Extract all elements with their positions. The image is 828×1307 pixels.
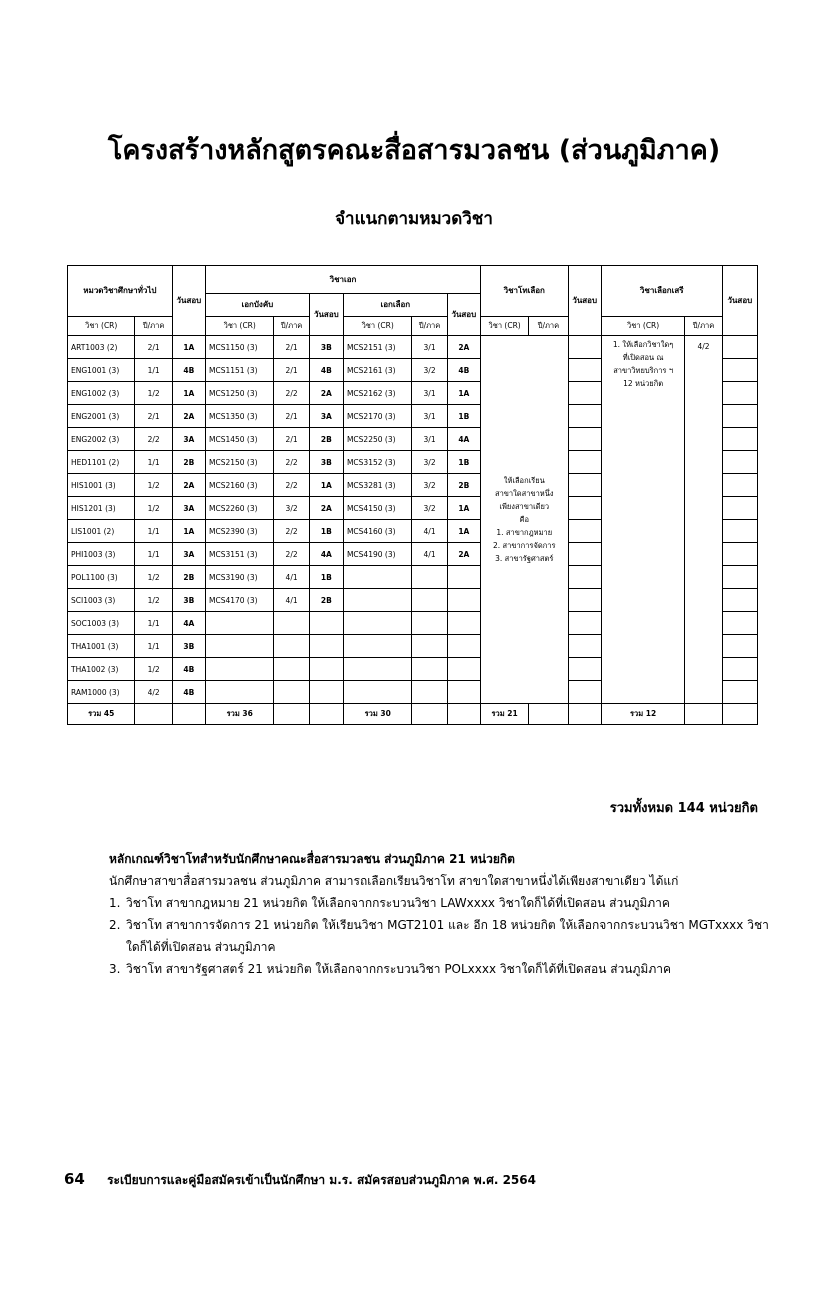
general-exam-day: 1A — [172, 336, 205, 359]
required-exam-day: 4B — [309, 359, 343, 382]
rules-item-text: วิชาโท สาขาการจัดการ 21 หน่วยกิต ให้เรียนวิชา MGT2101 และ อีก 18 หน่วยกิต ให้เลือกจากกระบวนวิชา MGTxxxx วิชาใดก็ได้ที่เปิดสอน ส่วนภูมิภาค — [126, 918, 769, 954]
total-general: รวม 45 — [68, 704, 135, 725]
general-term: 1/2 — [135, 382, 172, 405]
general-exam-day: 3A — [172, 543, 205, 566]
rules-item-number: 2. — [109, 918, 121, 932]
required-exam-day: 3A — [309, 405, 343, 428]
minor-exam-day — [568, 566, 601, 589]
elective-course — [343, 635, 411, 658]
header-day-general: วันสอบ — [172, 266, 205, 336]
elective-course: MCS4150 (3) — [343, 497, 411, 520]
required-exam-day — [309, 635, 343, 658]
general-course: SOC1003 (3) — [68, 612, 135, 635]
total-free: รวม 12 — [601, 704, 685, 725]
required-course: MCS1150 (3) — [205, 336, 273, 359]
elective-course — [343, 612, 411, 635]
required-term: 4/1 — [274, 589, 309, 612]
elective-exam-day — [447, 589, 480, 612]
free-note-line: สาขาวิทยบริการ ฯ — [613, 366, 674, 375]
free-note-line: 12 หน่วยกิต — [623, 379, 664, 388]
elective-term — [412, 635, 447, 658]
free-exam-day — [722, 658, 757, 681]
total-blank — [447, 704, 480, 725]
required-course: MCS1151 (3) — [205, 359, 273, 382]
elective-course: MCS2161 (3) — [343, 359, 411, 382]
rules-heading: หลักเกณฑ์วิชาโทสำหรับนักศึกษาคณะสื่อสารมวลชน ส่วนภูมิภาค 21 หน่วยกิต — [109, 852, 515, 866]
general-exam-day: 3B — [172, 635, 205, 658]
minor-exam-day — [568, 612, 601, 635]
elective-term: 3/2 — [412, 359, 447, 382]
elective-course — [343, 589, 411, 612]
page-footer — [64, 1170, 536, 1190]
total-elective: รวม 30 — [343, 704, 411, 725]
required-exam-day — [309, 658, 343, 681]
required-term — [274, 612, 309, 635]
minor-exam-day — [568, 497, 601, 520]
general-course: HED1101 (2) — [68, 451, 135, 474]
general-exam-day: 2B — [172, 451, 205, 474]
elective-term: 3/2 — [412, 474, 447, 497]
header-major: วิชาเอก — [205, 266, 480, 294]
general-term: 2/1 — [135, 336, 172, 359]
general-term: 1/2 — [135, 589, 172, 612]
general-term: 4/2 — [135, 681, 172, 704]
header-course: วิชา (CR) — [343, 317, 411, 336]
header-course: วิชา (CR) — [480, 317, 528, 336]
required-exam-day: 2B — [309, 428, 343, 451]
minor-note-line: ให้เลือกเรียน — [503, 476, 545, 485]
required-exam-day: 1B — [309, 566, 343, 589]
elective-term: 3/2 — [412, 451, 447, 474]
total-blank — [685, 704, 722, 725]
minor-exam-day — [568, 681, 601, 704]
elective-course: MCS3281 (3) — [343, 474, 411, 497]
elective-term: 4/1 — [412, 543, 447, 566]
required-term: 2/1 — [274, 405, 309, 428]
header-term: ปี/ภาค — [685, 317, 722, 336]
elective-exam-day — [447, 635, 480, 658]
required-term: 2/2 — [274, 520, 309, 543]
header-required: เอกบังคับ — [205, 294, 309, 317]
free-note-line: ที่เปิดสอน ณ — [622, 353, 664, 362]
required-course — [205, 612, 273, 635]
minor-note-line: 3. สาขารัฐศาสตร์ — [495, 554, 554, 563]
header-day-free: วันสอบ — [722, 266, 757, 336]
required-course: MCS1350 (3) — [205, 405, 273, 428]
general-course: HIS1001 (3) — [68, 474, 135, 497]
elective-exam-day — [447, 612, 480, 635]
minor-note-line: สาขาใดสาขาหนึ่ง — [495, 489, 554, 498]
required-exam-day: 2A — [309, 382, 343, 405]
minor-exam-day — [568, 359, 601, 382]
totals-row — [68, 704, 758, 725]
general-course: ENG2001 (3) — [68, 405, 135, 428]
general-course: HIS1201 (3) — [68, 497, 135, 520]
free-exam-day — [722, 543, 757, 566]
rules-item-text: วิชาโท สาขารัฐศาสตร์ 21 หน่วยกิต ให้เลือกจากกระบวนวิชา POLxxxx วิชาใดก็ได้ที่เปิดสอน ส่วนภูมิภาค — [126, 962, 672, 976]
minor-note-line: คือ — [519, 515, 530, 524]
required-course — [205, 658, 273, 681]
general-term: 1/2 — [135, 566, 172, 589]
required-exam-day: 3B — [309, 336, 343, 359]
general-term: 1/2 — [135, 497, 172, 520]
minor-note-line: 2. สาขาการจัดการ — [493, 541, 556, 550]
elective-course: MCS4190 (3) — [343, 543, 411, 566]
required-term: 2/2 — [274, 474, 309, 497]
elective-course — [343, 658, 411, 681]
minor-exam-day — [568, 405, 601, 428]
elective-term: 3/1 — [412, 336, 447, 359]
general-term: 1/1 — [135, 635, 172, 658]
required-exam-day: 4A — [309, 543, 343, 566]
minor-note-line: เพียงสาขาเดียว — [499, 502, 550, 511]
footer-text: ระเบียบการและคู่มือสมัครเข้าเป็นนักศึกษา ม.ร. สมัครสอบส่วนภูมิภาค พ.ศ. 2564 — [107, 1173, 536, 1187]
elective-course: MCS3152 (3) — [343, 451, 411, 474]
header-course: วิชา (CR) — [601, 317, 685, 336]
total-blank — [135, 704, 172, 725]
header-term: ปี/ภาค — [412, 317, 447, 336]
required-course — [205, 635, 273, 658]
required-exam-day: 2B — [309, 589, 343, 612]
required-course: MCS1450 (3) — [205, 428, 273, 451]
free-exam-day — [722, 359, 757, 382]
total-blank — [274, 704, 309, 725]
required-course: MCS4170 (3) — [205, 589, 273, 612]
general-term: 1/1 — [135, 612, 172, 635]
elective-course: MCS2170 (3) — [343, 405, 411, 428]
general-term: 1/1 — [135, 359, 172, 382]
free-exam-day — [722, 382, 757, 405]
header-general: หมวดวิชาศึกษาทั่วไป — [68, 266, 173, 317]
elective-exam-day: 4B — [447, 359, 480, 382]
general-course: THA1002 (3) — [68, 658, 135, 681]
free-exam-day — [722, 520, 757, 543]
required-term: 2/2 — [274, 451, 309, 474]
elective-exam-day: 1A — [447, 497, 480, 520]
elective-term — [412, 681, 447, 704]
general-exam-day: 3A — [172, 428, 205, 451]
required-exam-day — [309, 681, 343, 704]
required-course: MCS1250 (3) — [205, 382, 273, 405]
header-course: วิชา (CR) — [205, 317, 273, 336]
elective-term: 3/2 — [412, 497, 447, 520]
header-term: ปี/ภาค — [274, 317, 309, 336]
elective-course — [343, 681, 411, 704]
required-term: 2/1 — [274, 359, 309, 382]
general-exam-day: 4B — [172, 681, 205, 704]
elective-exam-day: 1A — [447, 382, 480, 405]
general-term: 1/2 — [135, 474, 172, 497]
required-course: MCS3190 (3) — [205, 566, 273, 589]
free-exam-day — [722, 635, 757, 658]
general-term: 1/1 — [135, 451, 172, 474]
required-exam-day — [309, 612, 343, 635]
rules-item-number: 3. — [109, 962, 121, 976]
required-course — [205, 681, 273, 704]
elective-exam-day: 1B — [447, 451, 480, 474]
required-term: 2/1 — [274, 336, 309, 359]
general-course: ENG1001 (3) — [68, 359, 135, 382]
required-term — [274, 635, 309, 658]
minor-rules — [109, 848, 769, 980]
general-course: ENG2002 (3) — [68, 428, 135, 451]
elective-term — [412, 658, 447, 681]
minor-exam-day — [568, 451, 601, 474]
free-exam-day — [722, 681, 757, 704]
elective-exam-day: 2B — [447, 474, 480, 497]
table-body — [68, 336, 758, 725]
rules-item-number: 1. — [109, 896, 121, 910]
general-term: 1/2 — [135, 658, 172, 681]
total-blank — [529, 704, 568, 725]
general-course: SCI1003 (3) — [68, 589, 135, 612]
minor-note — [480, 336, 568, 704]
header-course: วิชา (CR) — [68, 317, 135, 336]
required-course: MCS2260 (3) — [205, 497, 273, 520]
elective-exam-day — [447, 658, 480, 681]
curriculum-table — [67, 265, 758, 725]
free-exam-day — [722, 589, 757, 612]
minor-exam-day — [568, 635, 601, 658]
elective-course: MCS2162 (3) — [343, 382, 411, 405]
minor-exam-day — [568, 520, 601, 543]
general-term: 2/1 — [135, 405, 172, 428]
elective-term: 4/1 — [412, 520, 447, 543]
required-exam-day: 2A — [309, 497, 343, 520]
required-term: 2/2 — [274, 543, 309, 566]
general-exam-day: 1A — [172, 382, 205, 405]
minor-exam-day — [568, 428, 601, 451]
required-term: 3/2 — [274, 497, 309, 520]
grand-total: รวมทั้งหมด 144 หน่วยกิต — [609, 801, 758, 816]
general-exam-day: 1A — [172, 520, 205, 543]
total-blank — [722, 704, 757, 725]
elective-course: MCS2151 (3) — [343, 336, 411, 359]
general-exam-day: 3A — [172, 497, 205, 520]
total-blank — [309, 704, 343, 725]
general-course: ENG1002 (3) — [68, 382, 135, 405]
rules-intro: นักศึกษาสาขาสื่อสารมวลชน ส่วนภูมิภาค สามารถเลือกเรียนวิชาโท สาขาใดสาขาหนึ่งได้เพียงสาขาเดียว ได้แก่ — [109, 874, 679, 888]
rules-item-text: วิชาโท สาขากฎหมาย 21 หน่วยกิต ให้เลือกจากกระบวนวิชา LAWxxxx วิชาใดก็ได้ที่เปิดสอน ส่วนภูมิภาค — [126, 896, 670, 910]
minor-exam-day — [568, 382, 601, 405]
elective-exam-day — [447, 681, 480, 704]
minor-exam-day — [568, 336, 601, 359]
free-exam-day — [722, 612, 757, 635]
header-day-minor: วันสอบ — [568, 266, 601, 336]
header-elective: เอกเลือก — [343, 294, 447, 317]
free-note-line: 1. ให้เลือกวิชาใดๆ — [612, 340, 674, 349]
table-row — [68, 336, 758, 359]
required-term: 2/1 — [274, 428, 309, 451]
general-course: PHI1003 (3) — [68, 543, 135, 566]
general-exam-day: 2B — [172, 566, 205, 589]
required-course: MCS2390 (3) — [205, 520, 273, 543]
required-term: 4/1 — [274, 566, 309, 589]
general-course: ART1003 (2) — [68, 336, 135, 359]
elective-exam-day: 2A — [447, 336, 480, 359]
header-day-required: วันสอบ — [309, 294, 343, 336]
free-exam-day — [722, 428, 757, 451]
required-course: MCS3151 (3) — [205, 543, 273, 566]
general-term: 1/1 — [135, 543, 172, 566]
total-blank — [412, 704, 447, 725]
required-exam-day: 1A — [309, 474, 343, 497]
minor-exam-day — [568, 589, 601, 612]
elective-term — [412, 589, 447, 612]
required-course: MCS2150 (3) — [205, 451, 273, 474]
elective-term — [412, 566, 447, 589]
required-exam-day: 1B — [309, 520, 343, 543]
general-term: 1/1 — [135, 520, 172, 543]
minor-exam-day — [568, 658, 601, 681]
free-exam-day — [722, 336, 757, 359]
elective-exam-day: 1B — [447, 405, 480, 428]
minor-exam-day — [568, 474, 601, 497]
total-required: รวม 36 — [205, 704, 273, 725]
free-exam-day — [722, 451, 757, 474]
header-minor: วิชาโทเลือก — [480, 266, 568, 317]
required-course: MCS2160 (3) — [205, 474, 273, 497]
elective-exam-day: 1A — [447, 520, 480, 543]
rules-item — [109, 914, 769, 958]
page-number: 64 — [64, 1170, 85, 1188]
general-course: THA1001 (3) — [68, 635, 135, 658]
header-day-elective: วันสอบ — [447, 294, 480, 336]
required-term — [274, 658, 309, 681]
general-course: POL1100 (3) — [68, 566, 135, 589]
total-minor: รวม 21 — [480, 704, 528, 725]
required-exam-day: 3B — [309, 451, 343, 474]
rules-item — [109, 958, 769, 980]
rules-item — [109, 892, 769, 914]
general-exam-day: 2A — [172, 474, 205, 497]
page-subtitle: จำแนกตามหมวดวิชา — [335, 209, 493, 229]
free-exam-day — [722, 405, 757, 428]
elective-course: MCS2250 (3) — [343, 428, 411, 451]
elective-term — [412, 612, 447, 635]
header-term: ปี/ภาค — [135, 317, 172, 336]
required-term — [274, 681, 309, 704]
free-exam-day — [722, 474, 757, 497]
general-exam-day: 4B — [172, 359, 205, 382]
elective-term: 3/1 — [412, 382, 447, 405]
minor-exam-day — [568, 543, 601, 566]
page-title: โครงสร้างหลักสูตรคณะสื่อสารมวลชน (ส่วนภูมิภาค) — [107, 135, 721, 166]
header-free: วิชาเลือกเสรี — [601, 266, 722, 317]
total-blank — [172, 704, 205, 725]
general-term: 2/2 — [135, 428, 172, 451]
elective-course — [343, 566, 411, 589]
elective-exam-day — [447, 566, 480, 589]
general-course: RAM1000 (3) — [68, 681, 135, 704]
elective-term: 3/1 — [412, 405, 447, 428]
free-term: 4/2 — [685, 336, 722, 704]
elective-exam-day: 2A — [447, 543, 480, 566]
elective-exam-day: 4A — [447, 428, 480, 451]
required-term: 2/2 — [274, 382, 309, 405]
general-exam-day: 4B — [172, 658, 205, 681]
general-course: LIS1001 (2) — [68, 520, 135, 543]
header-term: ปี/ภาค — [529, 317, 568, 336]
total-blank — [568, 704, 601, 725]
free-exam-day — [722, 497, 757, 520]
free-exam-day — [722, 566, 757, 589]
general-exam-day: 2A — [172, 405, 205, 428]
general-exam-day: 4A — [172, 612, 205, 635]
elective-course: MCS4160 (3) — [343, 520, 411, 543]
elective-term: 3/1 — [412, 428, 447, 451]
minor-note-line: 1. สาขากฎหมาย — [496, 528, 553, 537]
general-exam-day: 3B — [172, 589, 205, 612]
free-note — [601, 336, 685, 704]
